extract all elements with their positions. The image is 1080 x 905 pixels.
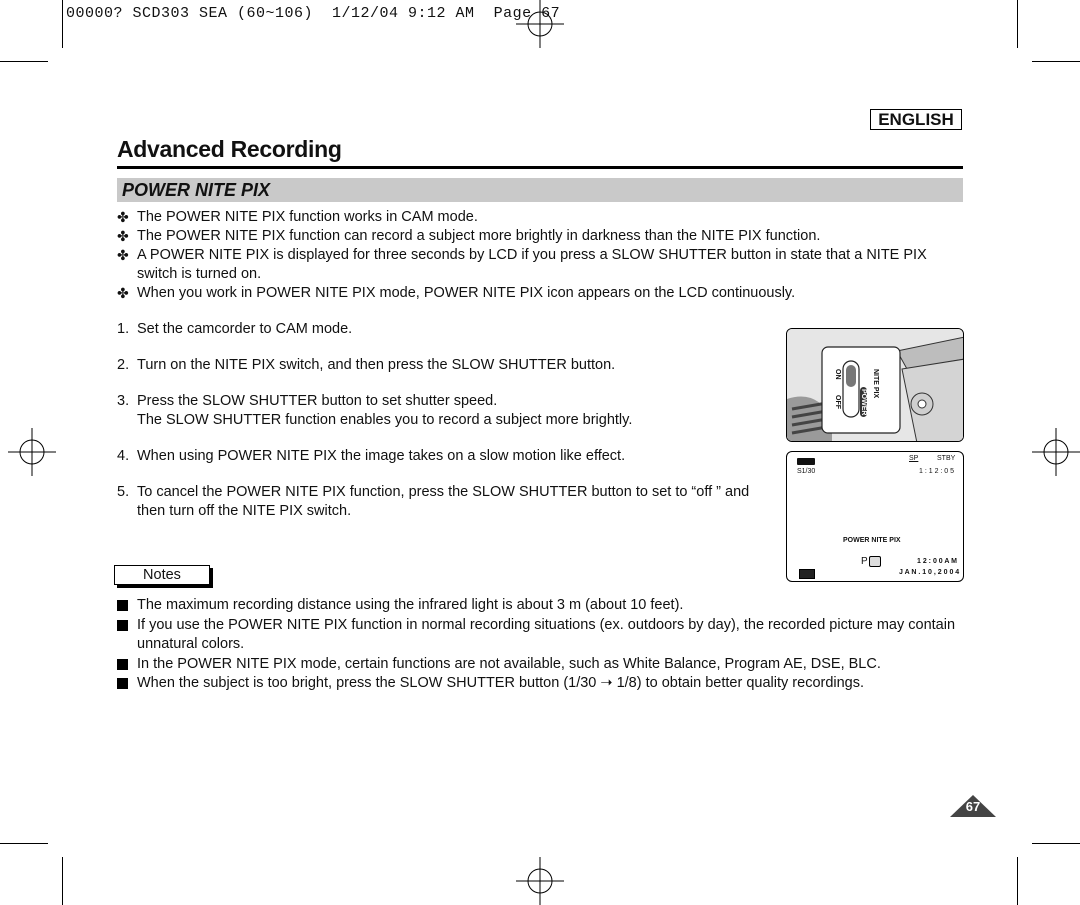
language-badge: ENGLISH [870, 109, 962, 130]
square-bullet-icon [117, 620, 128, 631]
step-item: 3. Press the SLOW SHUTTER button to set shutter speed. The SLOW SHUTTER function enables you to record a subject more brightly. [117, 393, 633, 428]
lcd-display-illustration [786, 451, 964, 582]
tape-icon [799, 569, 815, 579]
step-item: 4. When using POWER NITE PIX the image takes on a slow motion like effect. [117, 448, 626, 464]
switch-label-off: OFF [834, 395, 841, 409]
step-item: 2. Turn on the NITE PIX switch, and then press the SLOW SHUTTER button. [117, 357, 616, 373]
list-item: ✤ The POWER NITE PIX function works in CAM mode. [117, 209, 478, 225]
list-item: When the subject is too bright, press the SLOW SHUTTER button (1/30 ➝ 1/8) to obtain better quality recordings. [117, 674, 963, 694]
page-number [950, 795, 996, 817]
list-item: In the POWER NITE PIX mode, certain functions are not available, such as White Balance, Program AE, DSE, BLC. [117, 655, 963, 675]
subsection-title: POWER NITE PIX [122, 180, 271, 200]
list-item: ✤ When you work in POWER NITE PIX mode, POWER NITE PIX icon appears on the LCD continuously. [117, 285, 796, 301]
lcd-shutter-speed: S1/30 [797, 468, 816, 475]
list-item: The maximum recording distance using the infrared light is about 3 m (about 10 feet). [117, 596, 963, 616]
crop-mark [62, 857, 63, 905]
bullet-icon: ✤ [117, 285, 129, 301]
nite-pix-icon [869, 556, 881, 567]
program-ae-icon: P [861, 556, 868, 567]
feature-bullet-list [117, 208, 963, 303]
registration-mark-icon [8, 428, 56, 476]
crop-mark [1032, 61, 1080, 62]
switch-label-nite-pix: NITE PIX [872, 369, 879, 399]
switch-label-power: POWER [860, 389, 867, 416]
list-item: If you use the POWER NITE PIX function in normal recording situations (ex. outdoors by day), the recorded picture may contain unnatural colors. [117, 616, 963, 655]
lcd-counter: 1 : 1 2 : 0 5 [919, 468, 955, 475]
lcd-date: J A N . 1 0 , 2 0 0 4 [899, 569, 960, 576]
title-divider [117, 166, 963, 169]
lcd-time: 1 2 : 0 0 A M [917, 558, 957, 565]
switch-label-on: ON [834, 369, 841, 380]
bullet-icon: ✤ [117, 209, 129, 225]
step-item: 5. To cancel the POWER NITE PIX function, press the SLOW SHUTTER button to set to “off ” and then turn off the NITE PIX switch. [117, 484, 750, 519]
crop-mark [1032, 843, 1080, 844]
crop-mark [1017, 0, 1018, 48]
square-bullet-icon [117, 659, 128, 670]
bullet-icon: ✤ [117, 247, 129, 263]
nite-pix-switch-illustration [786, 328, 964, 442]
lcd-status: STBY [937, 455, 956, 462]
list-item: ✤ A POWER NITE PIX is displayed for three seconds by LCD if you press a SLOW SHUTTER button in state that a NITE PIX switch is turned on. [117, 247, 927, 282]
bullet-icon: ✤ [117, 228, 129, 244]
lcd-mode-label: POWER NITE PIX [843, 537, 901, 544]
section-title: Advanced Recording [117, 136, 342, 162]
crop-mark [0, 61, 48, 62]
step-item: 1. Set the camcorder to CAM mode. [117, 321, 353, 337]
square-bullet-icon [117, 678, 128, 689]
steps-list [117, 320, 777, 538]
battery-icon [797, 458, 815, 465]
crop-mark [62, 0, 63, 48]
list-item: ✤ The POWER NITE PIX function can record a subject more brightly in darkness than the NITE PIX function. [117, 228, 821, 244]
crop-mark [1017, 857, 1018, 905]
registration-mark-icon [1032, 428, 1080, 476]
crop-mark [0, 843, 48, 844]
registration-mark-icon [516, 857, 564, 905]
print-header: 00000? SCD303 SEA (60~106) 1/12/04 9:12 AM Page 67 [66, 5, 561, 22]
notes-list [117, 596, 963, 694]
lcd-tape-speed: SP [909, 455, 919, 462]
notes-label: Notes [114, 565, 210, 585]
page-number-text: 67 [965, 799, 981, 814]
square-bullet-icon [117, 600, 128, 611]
